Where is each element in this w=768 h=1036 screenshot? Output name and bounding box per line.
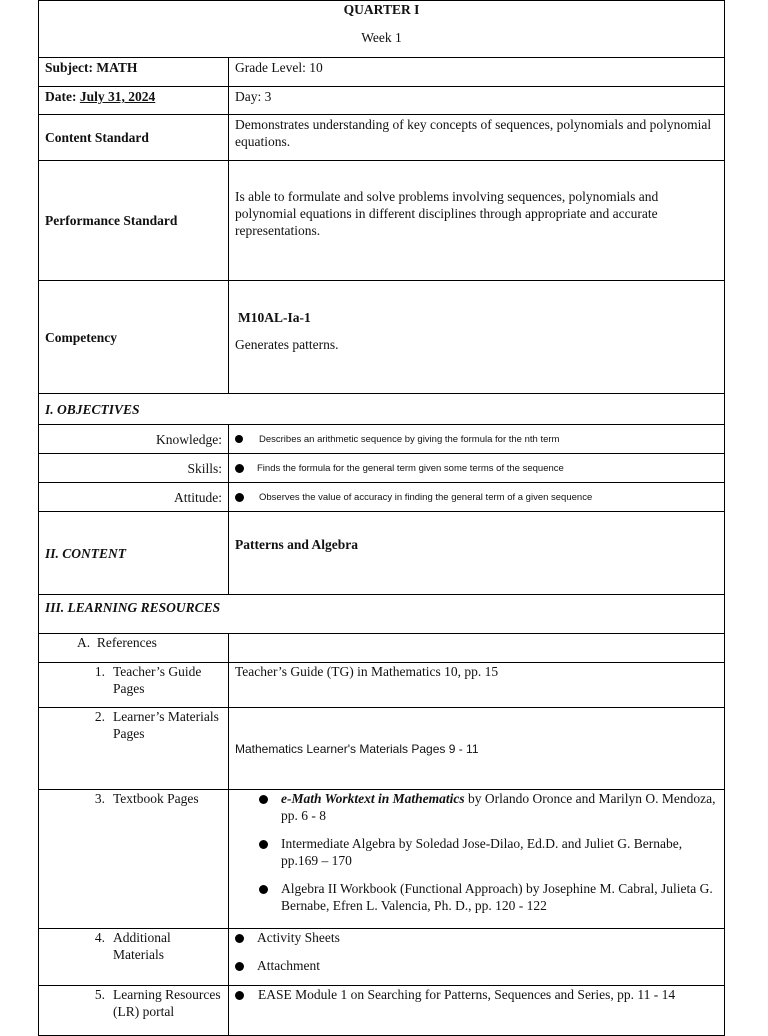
- item-number: 4.: [94, 930, 105, 945]
- learners-materials-value: Mathematics Learner's Materials Pages 9 - 11: [235, 741, 479, 756]
- book-details: Intermediate Algebra by Soledad Jose-Dilao, Ed.D. and Juliet G. Bernabe, pp.169 – 170: [281, 836, 683, 868]
- objective-text-skills: Finds the formula for the general term given some terms of the sequence: [257, 462, 564, 474]
- content-standard-text: Demonstrates understanding of key concepts of sequences, polynomials and polynomial equations.: [229, 115, 725, 161]
- date-cell: [39, 87, 229, 115]
- textbook-label: Textbook Pages: [113, 791, 199, 806]
- additional-item-text: Attachment: [257, 958, 320, 973]
- objective-label-skills: Skills:: [39, 454, 229, 483]
- lr-portal-label: Learning Resources (LR) portal: [113, 987, 221, 1019]
- learners-materials-row: [39, 708, 725, 790]
- lr-portal-label-cell: [39, 986, 229, 1036]
- additional-materials-row: [39, 929, 725, 986]
- bullet-icon: [235, 934, 244, 943]
- bullet-icon: [259, 885, 268, 894]
- item-number: 1.: [94, 664, 105, 679]
- additional-item: [235, 929, 718, 946]
- date-value: July 31, 2024: [79, 89, 156, 104]
- bullet-icon: [259, 840, 268, 849]
- item-number: 5.: [94, 987, 105, 1002]
- teachers-guide-label-cell: [39, 663, 229, 708]
- grade-level: Grade Level: 10: [229, 58, 725, 87]
- subject-label: Subject: MATH: [39, 58, 229, 87]
- textbook-label-cell: [39, 790, 229, 929]
- textbook-item: [259, 835, 718, 869]
- objective-cell-attitude: [229, 483, 725, 512]
- objective-row-knowledge: [39, 425, 725, 454]
- bullet-icon: [235, 435, 243, 443]
- objective-text-knowledge: Describes an arithmetic sequence by giving the formula for the nth term: [259, 433, 560, 445]
- objective-row-skills: [39, 454, 725, 483]
- quarter-title: QUARTER I: [343, 2, 420, 17]
- book-details: by Orlando Oronce and Marilyn O. Mendoza, pp. 6 - 8: [281, 791, 716, 823]
- resources-heading: III. LEARNING RESOURCES: [39, 595, 725, 634]
- bullet-icon: [259, 795, 268, 804]
- objective-label-knowledge: Knowledge:: [39, 425, 229, 454]
- performance-standard-row: [39, 161, 725, 281]
- lr-portal-text: EASE Module 1 on Searching for Patterns, Sequences and Series, pp. 11 - 14: [258, 987, 676, 1002]
- additional-item: [235, 957, 718, 974]
- content-heading: II. CONTENT: [39, 512, 229, 595]
- day-value: Day: 3: [229, 87, 725, 115]
- objective-cell-knowledge: [229, 425, 725, 454]
- item-number: 3.: [94, 791, 105, 806]
- additional-item-text: Activity Sheets: [257, 930, 340, 945]
- competency-cell: [229, 281, 725, 394]
- additional-materials-label: Additional Materials: [113, 930, 171, 962]
- teachers-guide-row: [39, 663, 725, 708]
- competency-label: Competency: [39, 281, 229, 394]
- competency-row: [39, 281, 725, 394]
- competency-text: Generates patterns.: [235, 337, 339, 352]
- bullet-icon: [235, 493, 244, 502]
- textbook-item: [259, 880, 718, 914]
- teachers-guide-value: Teacher’s Guide (TG) in Mathematics 10, pp. 15: [229, 663, 725, 708]
- performance-standard-label: Performance Standard: [39, 161, 229, 281]
- bullet-icon: [235, 991, 244, 1000]
- header-row: [39, 1, 725, 58]
- additional-materials-label-cell: [39, 929, 229, 986]
- textbook-list: [229, 790, 725, 929]
- objective-row-attitude: [39, 483, 725, 512]
- subject-row: [39, 58, 725, 87]
- objectives-heading: I. OBJECTIVES: [39, 394, 725, 425]
- additional-materials-list: [229, 929, 725, 986]
- learners-materials-label: Learner’s Materials Pages: [113, 709, 219, 741]
- references-empty-cell: [229, 634, 725, 663]
- objectives-heading-row: [39, 394, 725, 425]
- bullet-icon: [235, 962, 244, 971]
- lesson-plan-table: [38, 0, 725, 1036]
- objective-cell-skills: [229, 454, 725, 483]
- content-row: [39, 512, 725, 595]
- content-standard-label: Content Standard: [39, 115, 229, 161]
- lr-portal-cell: [229, 986, 725, 1036]
- textbook-item: [259, 790, 718, 824]
- content-value: Patterns and Algebra: [229, 512, 725, 595]
- book-details: Algebra II Workbook (Functional Approach) by Josephine M. Cabral, Julieta G. Bernabe, Efren L. Valencia, Ph. D., pp. 120 - 122: [281, 881, 713, 913]
- lr-portal-row: [39, 986, 725, 1036]
- week-label: Week 1: [361, 30, 402, 45]
- teachers-guide-label: Teacher’s Guide Pages: [113, 664, 202, 696]
- bullet-icon: [235, 464, 244, 473]
- objective-text-attitude: Observes the value of accuracy in finding the general term of a given sequence: [259, 491, 593, 503]
- performance-standard-text: Is able to formulate and solve problems involving sequences, polynomials and polynomial equations in different disciplines through appropriate and accurate representations.: [229, 161, 725, 281]
- references-row: [39, 634, 725, 663]
- content-standard-row: [39, 115, 725, 161]
- objective-label-attitude: Attitude:: [39, 483, 229, 512]
- lesson-plan-page: [38, 0, 724, 1036]
- resources-heading-row: [39, 595, 725, 634]
- date-label: Date:: [45, 89, 80, 104]
- date-row: [39, 87, 725, 115]
- item-number: 2.: [94, 709, 105, 724]
- lr-portal-item: [235, 986, 718, 1003]
- references-label: A. References: [39, 634, 229, 663]
- textbook-row: [39, 790, 725, 929]
- learners-materials-label-cell: [39, 708, 229, 790]
- book-title: e-Math Worktext in Mathematics: [281, 791, 465, 806]
- competency-code: M10AL-Ia-1: [238, 310, 311, 325]
- learners-materials-value-cell: [229, 708, 725, 790]
